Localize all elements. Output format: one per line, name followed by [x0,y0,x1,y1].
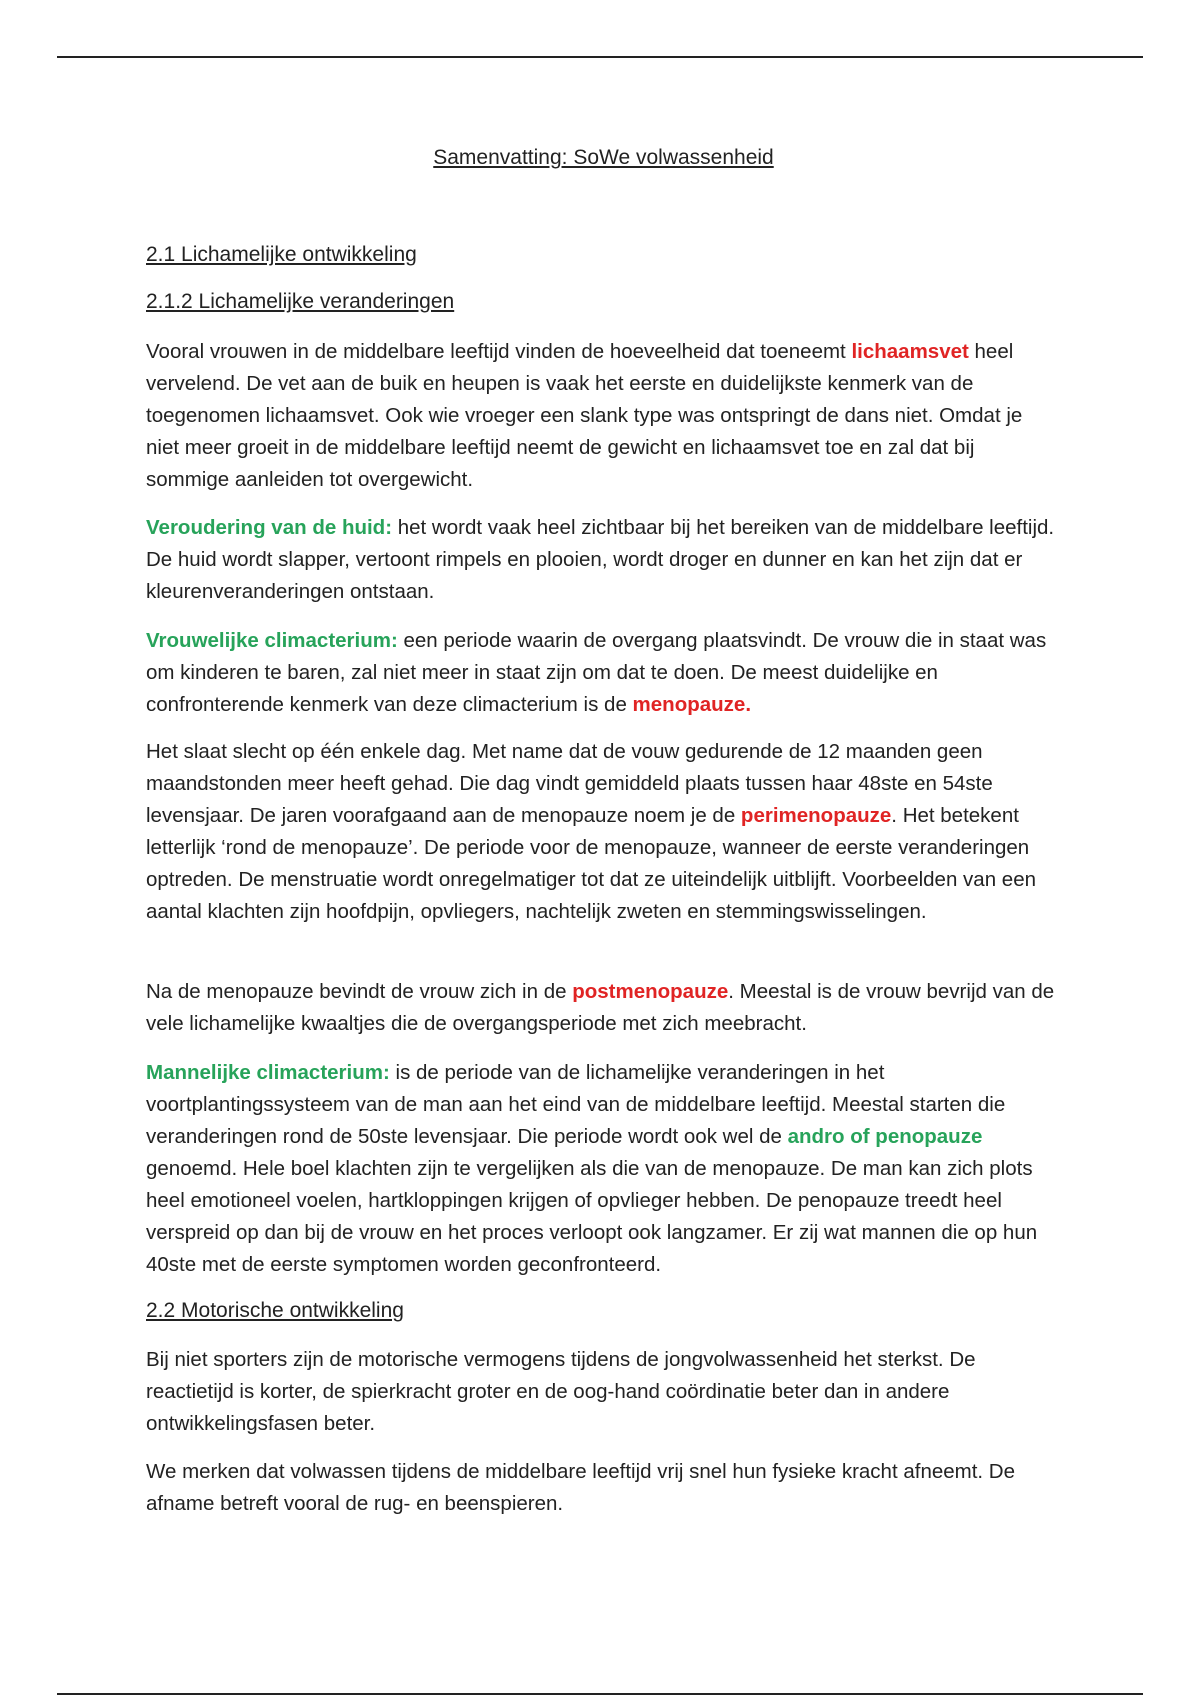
paragraph-text: genoemd. Hele boel klachten zijn te vergelijken als die van de menopauze. De man kan zich plots heel emotioneel voelen, hartkloppingen krijgen of opvlieger hebben. De penopauze treedt heel verspreid op dan bij de vrouw en het proces verloopt ook langzamer. Er zij wat mannen die op hun 40ste met de eerste symptomen worden geconfronteerd. [146,1157,1038,1276]
key-term-perimenopauze: perimenopauze [740,804,892,827]
paragraph-text: het wordt vaak heel zichtbaar bij het bereiken van de middelbare leeftijd. De huid wordt slapper, vertoont rimpels en plooien, wordt droger en dunner en kan het zijn dat er kleurenveranderingen ontstaan. [146,516,1055,603]
paragraph-text: Het slaat slecht op één enkele dag. Met name dat de vouw gedurende de 12 maanden geen maandstonden meer heeft gehad. Die dag vindt gemiddeld plaats tussen haar 48ste en 54ste levensjaar. De jaren voorafgaand aan de menopauze noem je de [146,740,993,827]
paragraph-text: . Het betekent letterlijk ‘rond de menopauze’. De periode voor de menopauze, wanneer de eerste veranderingen optreden. De menstruatie wordt onregelmatiger tot dat ze uiteindelijk uitblijft. Voorbeelden van een aantal klachten zijn hoofdpijn, opvliegers, nachtelijk zweten en stemmingswisselingen. [146,804,1037,923]
key-term-lichaamsvet: lichaamsvet [851,340,969,363]
page-title: Samenvatting: SoWe volwassenheid [433,146,774,169]
section-heading-2-1: 2.1 Lichamelijke ontwikkeling [146,243,417,266]
paragraph-text: is de periode van de lichamelijke veranderingen in het voortplantingssysteem van de man aan het eind van de middelbare leeftijd. Meestal starten die veranderingen rond de 50ste levensjaar. Die periode wordt ook wel de [146,1061,1006,1148]
key-term-andro-penopauze: andro of penopauze [787,1125,983,1148]
paragraph-fysieke-kracht: We merken dat volwassen tijdens de middelbare leeftijd vrij snel hun fysieke kracht afneemt. De afname betreft vooral de rug- en beenspieren. [146,1460,1016,1515]
paragraph-huid [146,512,1061,608]
section-heading-2-2: 2.2 Motorische ontwikkeling [146,1299,404,1322]
section-heading-2-1-2: 2.1.2 Lichamelijke veranderingen [146,290,455,313]
key-term-postmenopauze: postmenopauze [572,980,729,1003]
paragraph-postmenopauze [146,976,1061,1040]
paragraph-mannelijke-climacterium [146,1057,1061,1281]
paragraph-text: Vooral vrouwen in de middelbare leeftijd vinden de hoeveelheid dat toeneemt [146,340,852,363]
paragraph-text: Na de menopauze bevindt de vrouw zich in de [146,980,573,1003]
paragraph-text: heel vervelend. De vet aan de buik en heupen is vaak het eerste en duidelijkste kenmerk van de toegenomen lichaamsvet. Ook wie vroeger een slank type was ontspringt de dans niet. Omdat je niet meer groeit in de middelbare leeftijd neemt de gewicht en lichaamsvet toe en zal dat bij sommige aanleiden tot overgewicht. [146,340,1023,491]
paragraph-text: . Meestal is de vrouw bevrijd van de vele lichamelijke kwaaltjes die de overgangsperiode met zich meebracht. [146,980,1055,1035]
paragraph-vrouwelijke-climacterium [146,625,1061,721]
key-term-mannelijke-climacterium: Mannelijke climacterium: [146,1061,390,1084]
paragraph-text: een periode waarin de overgang plaatsvindt. De vrouw die in staat was om kinderen te baren, zal niet meer in staat zijn om dat te doen. De meest duidelijke en confronterende kenmerk van deze climacterium is de [146,629,1047,716]
key-term-menopauze: menopauze. [632,693,752,716]
footer-rule [57,1693,1143,1695]
header-rule [57,56,1143,58]
paragraph-perimenopauze [146,736,1061,928]
key-term-vrouwelijke-climacterium: Vrouwelijke climacterium: [146,629,398,652]
paragraph-motorische-vermogens: Bij niet sporters zijn de motorische vermogens tijdens de jongvolwassenheid het sterkst. De reactietijd is korter, de spierkracht groter en de oog-hand coördinatie beter dan in andere ontwikkelingsfasen beter. [146,1348,976,1435]
paragraph-lichaamsvet [146,336,1061,496]
key-term-veroudering-huid: Veroudering van de huid: [146,516,393,539]
